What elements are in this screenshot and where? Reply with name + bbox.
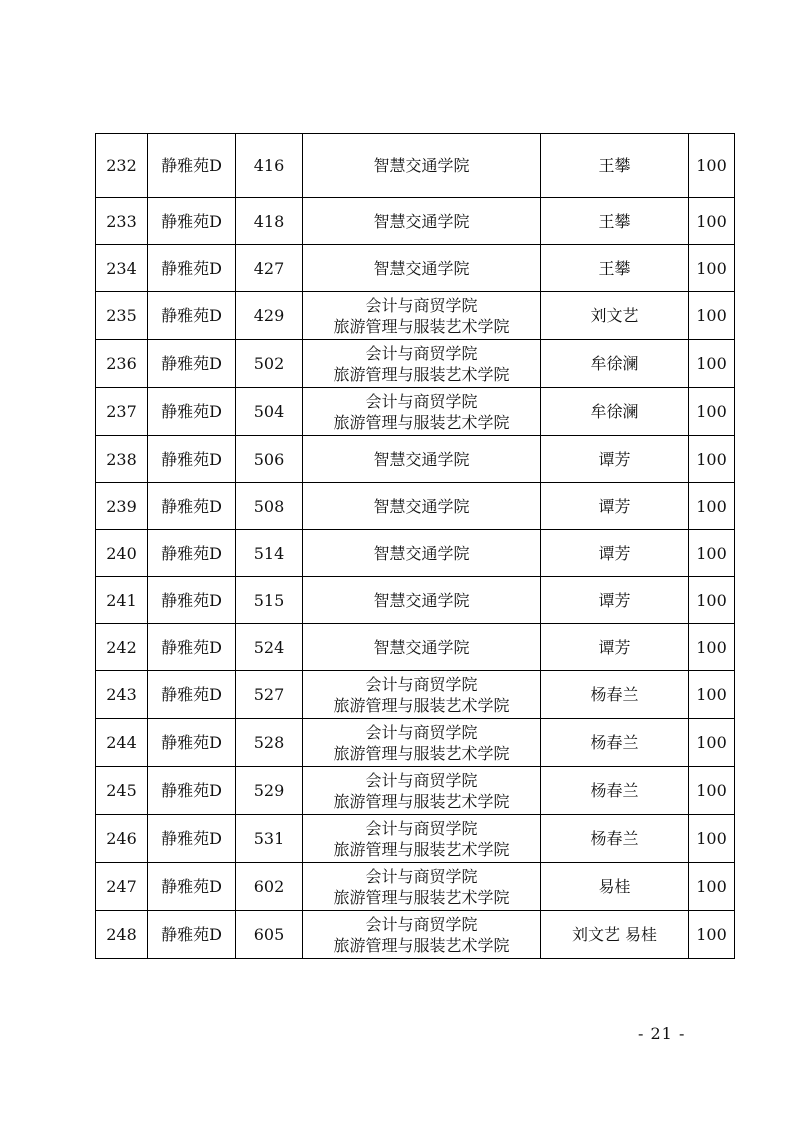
building-cell: 静雅苑D xyxy=(148,245,236,292)
building-cell: 静雅苑D xyxy=(148,624,236,671)
row-number-cell: 238 xyxy=(96,436,148,483)
table-row xyxy=(96,245,735,292)
score-cell: 100 xyxy=(689,340,735,388)
room-cell: 602 xyxy=(236,863,303,911)
building-cell: 静雅苑D xyxy=(148,577,236,624)
department-cell xyxy=(303,815,541,863)
counselor-cell: 谭芳 xyxy=(541,624,689,671)
department-cell xyxy=(303,671,541,719)
counselor-cell: 谭芳 xyxy=(541,577,689,624)
table-body xyxy=(96,134,735,959)
counselor-cell: 王攀 xyxy=(541,198,689,245)
department-line: 会计与商贸学院 xyxy=(365,866,478,886)
room-cell: 427 xyxy=(236,245,303,292)
department-cell xyxy=(303,911,541,959)
department-line: 旅游管理与服装艺术学院 xyxy=(333,935,510,955)
counselor-cell: 谭芳 xyxy=(541,530,689,577)
room-cell: 502 xyxy=(236,340,303,388)
department-line: 智慧交通学院 xyxy=(373,449,470,469)
score-cell: 100 xyxy=(689,198,735,245)
score-cell: 100 xyxy=(689,671,735,719)
department-cell xyxy=(303,198,541,245)
department-line: 会计与商贸学院 xyxy=(365,295,478,315)
building-cell: 静雅苑D xyxy=(148,767,236,815)
row-number-cell: 248 xyxy=(96,911,148,959)
row-number-cell: 246 xyxy=(96,815,148,863)
department-cell xyxy=(303,340,541,388)
room-cell: 504 xyxy=(236,388,303,436)
building-cell: 静雅苑D xyxy=(148,671,236,719)
room-cell: 531 xyxy=(236,815,303,863)
department-line: 智慧交通学院 xyxy=(373,637,470,657)
room-cell: 515 xyxy=(236,577,303,624)
score-cell: 100 xyxy=(689,815,735,863)
building-cell: 静雅苑D xyxy=(148,530,236,577)
department-cell xyxy=(303,624,541,671)
department-line: 智慧交通学院 xyxy=(373,590,470,610)
department-line: 智慧交通学院 xyxy=(373,156,470,175)
score-cell: 100 xyxy=(689,245,735,292)
score-cell: 100 xyxy=(689,530,735,577)
building-cell: 静雅苑D xyxy=(148,292,236,340)
department-line: 旅游管理与服装艺术学院 xyxy=(333,791,510,811)
building-cell: 静雅苑D xyxy=(148,815,236,863)
table-row xyxy=(96,388,735,436)
room-cell: 429 xyxy=(236,292,303,340)
department-line: 旅游管理与服装艺术学院 xyxy=(333,887,510,907)
building-cell: 静雅苑D xyxy=(148,198,236,245)
department-cell xyxy=(303,388,541,436)
table-row xyxy=(96,483,735,530)
score-cell: 100 xyxy=(689,292,735,340)
room-cell: 529 xyxy=(236,767,303,815)
table-row xyxy=(96,815,735,863)
row-number-cell: 243 xyxy=(96,671,148,719)
counselor-cell: 杨春兰 xyxy=(541,671,689,719)
table-row xyxy=(96,911,735,959)
department-line: 旅游管理与服装艺术学院 xyxy=(333,839,510,859)
department-cell xyxy=(303,719,541,767)
room-cell: 506 xyxy=(236,436,303,483)
department-cell xyxy=(303,134,541,198)
score-cell: 100 xyxy=(689,911,735,959)
score-cell: 100 xyxy=(689,719,735,767)
room-cell: 528 xyxy=(236,719,303,767)
department-cell xyxy=(303,530,541,577)
department-cell xyxy=(303,767,541,815)
row-number-cell: 237 xyxy=(96,388,148,436)
department-line: 旅游管理与服装艺术学院 xyxy=(333,412,510,432)
room-cell: 605 xyxy=(236,911,303,959)
row-number-cell: 235 xyxy=(96,292,148,340)
row-number-cell: 232 xyxy=(96,134,148,198)
counselor-cell: 王攀 xyxy=(541,245,689,292)
room-cell: 514 xyxy=(236,530,303,577)
building-cell: 静雅苑D xyxy=(148,134,236,198)
room-cell: 416 xyxy=(236,134,303,198)
row-number-cell: 247 xyxy=(96,863,148,911)
dormitory-score-table xyxy=(95,133,735,959)
department-cell xyxy=(303,245,541,292)
row-number-cell: 234 xyxy=(96,245,148,292)
row-number-cell: 242 xyxy=(96,624,148,671)
table-row xyxy=(96,577,735,624)
row-number-cell: 233 xyxy=(96,198,148,245)
department-cell xyxy=(303,483,541,530)
row-number-cell: 241 xyxy=(96,577,148,624)
department-line: 会计与商贸学院 xyxy=(365,343,478,363)
table-row xyxy=(96,624,735,671)
table-row xyxy=(96,436,735,483)
room-cell: 418 xyxy=(236,198,303,245)
score-cell: 100 xyxy=(689,624,735,671)
room-cell: 524 xyxy=(236,624,303,671)
department-line: 旅游管理与服装艺术学院 xyxy=(333,695,510,715)
score-cell: 100 xyxy=(689,436,735,483)
department-cell xyxy=(303,292,541,340)
table-row xyxy=(96,340,735,388)
score-cell: 100 xyxy=(689,767,735,815)
page-number: - 21 - xyxy=(638,1024,686,1043)
score-cell: 100 xyxy=(689,388,735,436)
department-line: 会计与商贸学院 xyxy=(365,914,478,934)
department-cell xyxy=(303,436,541,483)
department-cell xyxy=(303,863,541,911)
building-cell: 静雅苑D xyxy=(148,719,236,767)
department-line: 会计与商贸学院 xyxy=(365,722,478,742)
row-number-cell: 244 xyxy=(96,719,148,767)
department-line: 会计与商贸学院 xyxy=(365,674,478,694)
counselor-cell: 谭芳 xyxy=(541,483,689,530)
department-line: 会计与商贸学院 xyxy=(365,770,478,790)
table-row xyxy=(96,719,735,767)
room-cell: 508 xyxy=(236,483,303,530)
department-line: 智慧交通学院 xyxy=(373,496,470,516)
counselor-cell: 杨春兰 xyxy=(541,815,689,863)
counselor-cell: 刘文艺 xyxy=(541,292,689,340)
building-cell: 静雅苑D xyxy=(148,863,236,911)
department-line: 会计与商贸学院 xyxy=(365,391,478,411)
counselor-cell: 牟徐澜 xyxy=(541,340,689,388)
counselor-cell: 杨春兰 xyxy=(541,719,689,767)
building-cell: 静雅苑D xyxy=(148,911,236,959)
table-row xyxy=(96,134,735,198)
row-number-cell: 239 xyxy=(96,483,148,530)
department-line: 智慧交通学院 xyxy=(373,543,470,563)
table-row xyxy=(96,767,735,815)
table-row xyxy=(96,863,735,911)
counselor-cell: 谭芳 xyxy=(541,436,689,483)
counselor-cell: 牟徐澜 xyxy=(541,388,689,436)
table-row xyxy=(96,292,735,340)
department-line: 智慧交通学院 xyxy=(373,258,470,278)
score-cell: 100 xyxy=(689,134,735,198)
counselor-cell: 易桂 xyxy=(541,863,689,911)
department-line: 智慧交通学院 xyxy=(373,211,470,231)
score-cell: 100 xyxy=(689,863,735,911)
row-number-cell: 236 xyxy=(96,340,148,388)
room-cell: 527 xyxy=(236,671,303,719)
table-row xyxy=(96,530,735,577)
row-number-cell: 245 xyxy=(96,767,148,815)
counselor-cell: 杨春兰 xyxy=(541,767,689,815)
department-line: 旅游管理与服装艺术学院 xyxy=(333,316,510,336)
department-line: 旅游管理与服装艺术学院 xyxy=(333,364,510,384)
counselor-cell: 王攀 xyxy=(541,134,689,198)
score-cell: 100 xyxy=(689,483,735,530)
counselor-cell: 刘文艺 易桂 xyxy=(541,911,689,959)
department-line: 旅游管理与服装艺术学院 xyxy=(333,743,510,763)
score-cell: 100 xyxy=(689,577,735,624)
building-cell: 静雅苑D xyxy=(148,340,236,388)
building-cell: 静雅苑D xyxy=(148,436,236,483)
table-row xyxy=(96,671,735,719)
row-number-cell: 240 xyxy=(96,530,148,577)
building-cell: 静雅苑D xyxy=(148,388,236,436)
department-line: 会计与商贸学院 xyxy=(365,818,478,838)
table-row xyxy=(96,198,735,245)
department-cell xyxy=(303,577,541,624)
building-cell: 静雅苑D xyxy=(148,483,236,530)
